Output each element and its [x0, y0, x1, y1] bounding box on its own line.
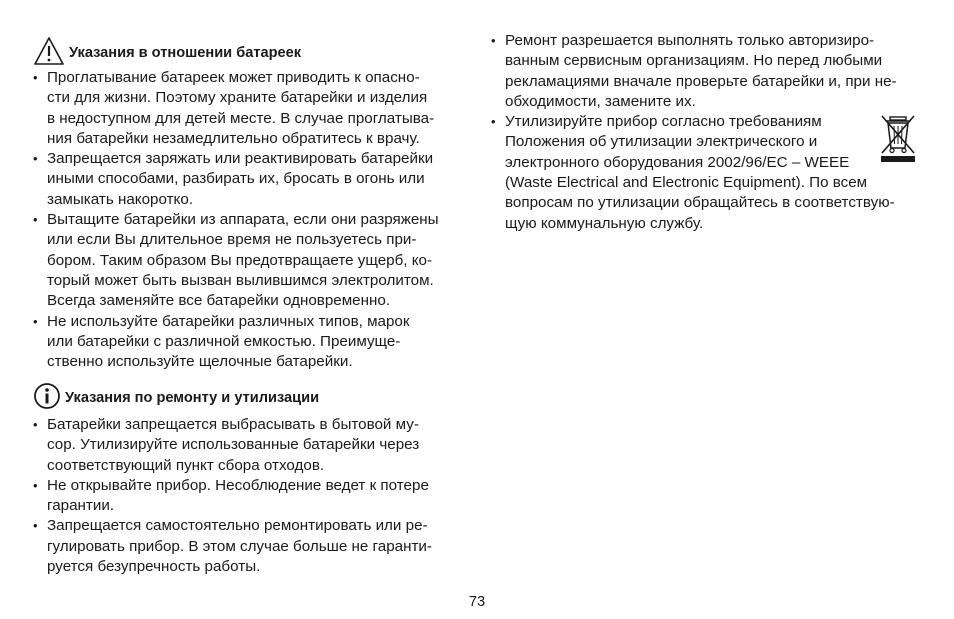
warning-list	[33, 68, 463, 372]
list-item-text: гарантии.	[47, 497, 115, 515]
list-item-line	[33, 129, 463, 149]
list-item-line	[33, 190, 463, 210]
list-item-line	[33, 557, 463, 577]
list-item-text: Запрещается заряжать или реактивировать батарейки	[47, 150, 434, 168]
bullet-icon: •	[491, 33, 496, 48]
list-item-line	[491, 92, 923, 112]
list-item-line	[33, 435, 463, 455]
list-item-text: Всегда заменяйте все батарейки одновременно.	[47, 292, 391, 310]
list-item-line	[491, 214, 923, 234]
list-item-line	[491, 72, 923, 92]
list-item-text: ванным сервисным организациям. Но перед любыми	[505, 52, 883, 70]
bullet-item-line	[33, 149, 463, 169]
list-item-line	[33, 456, 463, 476]
list-item-line	[33, 109, 463, 129]
list-item-line	[33, 230, 463, 250]
page-number: 73	[468, 594, 486, 610]
bullet-icon: •	[33, 477, 38, 493]
list-item-line	[33, 537, 463, 557]
warning-heading-text: Указания в отношении батареек	[69, 45, 302, 61]
list-item-text: или если Вы длительное время не пользуетесь при-	[47, 231, 417, 249]
list-item-text: щую коммунальную службу.	[505, 214, 704, 232]
list-item-line	[491, 173, 923, 193]
list-item-line	[491, 51, 923, 71]
list-item-text: иными способами, разбирать их, бросать в огонь или	[47, 170, 425, 188]
list-item-text: руется безупречность работы.	[47, 558, 261, 576]
list-item-text: сти для жизни. Поэтому храните батарейки и изделия	[47, 89, 428, 107]
list-item-text: Вытащите батарейки из аппарата, если они разряжены	[47, 211, 439, 229]
info-heading	[33, 382, 463, 414]
list-item-text: гулировать прибор. В этом случае больше не гаранти-	[47, 537, 432, 555]
repair-disposal-list	[491, 31, 923, 234]
list-item-text: соответствующий пункт сбора отходов.	[47, 456, 325, 474]
info-circle-icon	[33, 382, 61, 414]
list-item-text: обходимости, замените их.	[505, 92, 696, 110]
list-item-line	[491, 153, 923, 173]
list-item-text: или батарейки с различной емкостью. Преимуще-	[47, 332, 401, 350]
warning-heading	[33, 36, 463, 70]
list-item-line	[33, 251, 463, 271]
list-item-text: Проглатывание батареек может приводить к опасно-	[47, 69, 420, 86]
list-item-text: ния батарейки незамедлительно обратитесь к врачу.	[47, 129, 420, 147]
weee-crossed-bin-icon	[879, 112, 917, 169]
bullet-item-line	[33, 68, 463, 88]
list-item-text: Положения об утилизации электрического и	[505, 133, 818, 151]
bullet-icon: •	[33, 70, 38, 85]
list-item-line	[33, 496, 463, 516]
list-item-text: ственно используйте щелочные батарейки.	[47, 353, 353, 371]
bullet-item-line	[33, 516, 463, 536]
bullet-item-line	[33, 312, 463, 332]
bullet-icon: •	[33, 212, 38, 228]
list-item-text: Ремонт разрешается выполнять только авторизиро-	[505, 32, 875, 49]
info-heading-text: Указания по ремонту и утилизации	[65, 390, 320, 406]
info-list	[33, 415, 463, 577]
list-item-text: Запрещается самостоятельно ремонтировать или ре-	[47, 517, 428, 535]
list-item-text: Утилизируйте прибор согласно требованиям	[505, 113, 822, 131]
bullet-item-line	[33, 476, 463, 496]
list-item-text: в недоступном для детей месте. В случае проглатыва-	[47, 109, 435, 127]
bullet-icon: •	[491, 114, 496, 130]
list-item-text: рекламациями вначале проверьте батарейки и, при не-	[505, 72, 897, 90]
list-item-line	[33, 332, 463, 352]
bullet-icon: •	[33, 518, 38, 534]
bullet-item-line	[33, 210, 463, 230]
bullet-item-line	[491, 112, 923, 132]
bullet-icon: •	[33, 417, 38, 432]
list-item-line	[33, 169, 463, 189]
bullet-item-line	[491, 31, 923, 51]
list-item-text: замыкать накоротко.	[47, 190, 194, 208]
list-item-line	[33, 271, 463, 291]
list-item-line	[491, 132, 923, 152]
list-item-line	[33, 88, 463, 108]
list-item-text: вопросам по утилизации обращайтесь в соответствую-	[505, 194, 895, 212]
bullet-icon: •	[33, 151, 38, 167]
list-item-text: Не открывайте прибор. Несоблюдение ведет к потере	[47, 476, 429, 494]
list-item-text: электронного оборудования 2002/96/EC – WEEE	[505, 153, 850, 171]
list-item-text: Не используйте батарейки различных типов, марок	[47, 312, 410, 330]
list-item-line	[491, 193, 923, 213]
list-item-line	[33, 291, 463, 311]
list-item-text: Батарейки запрещается выбрасывать в бытовой му-	[47, 416, 419, 433]
bullet-icon: •	[33, 313, 38, 329]
bullet-item-line	[33, 415, 463, 435]
warning-triangle-icon	[33, 36, 65, 70]
list-item-line	[33, 352, 463, 372]
list-item-text: бором. Таким образом Вы предотвращаете ущерб, ко-	[47, 251, 433, 269]
list-item-text: сор. Утилизируйте использованные батарейки через	[47, 436, 420, 454]
list-item-text: торый может быть вызван вылившимся электролитом.	[47, 271, 434, 289]
list-item-text: (Waste Electrical and Electronic Equipment). По всем	[505, 174, 868, 192]
